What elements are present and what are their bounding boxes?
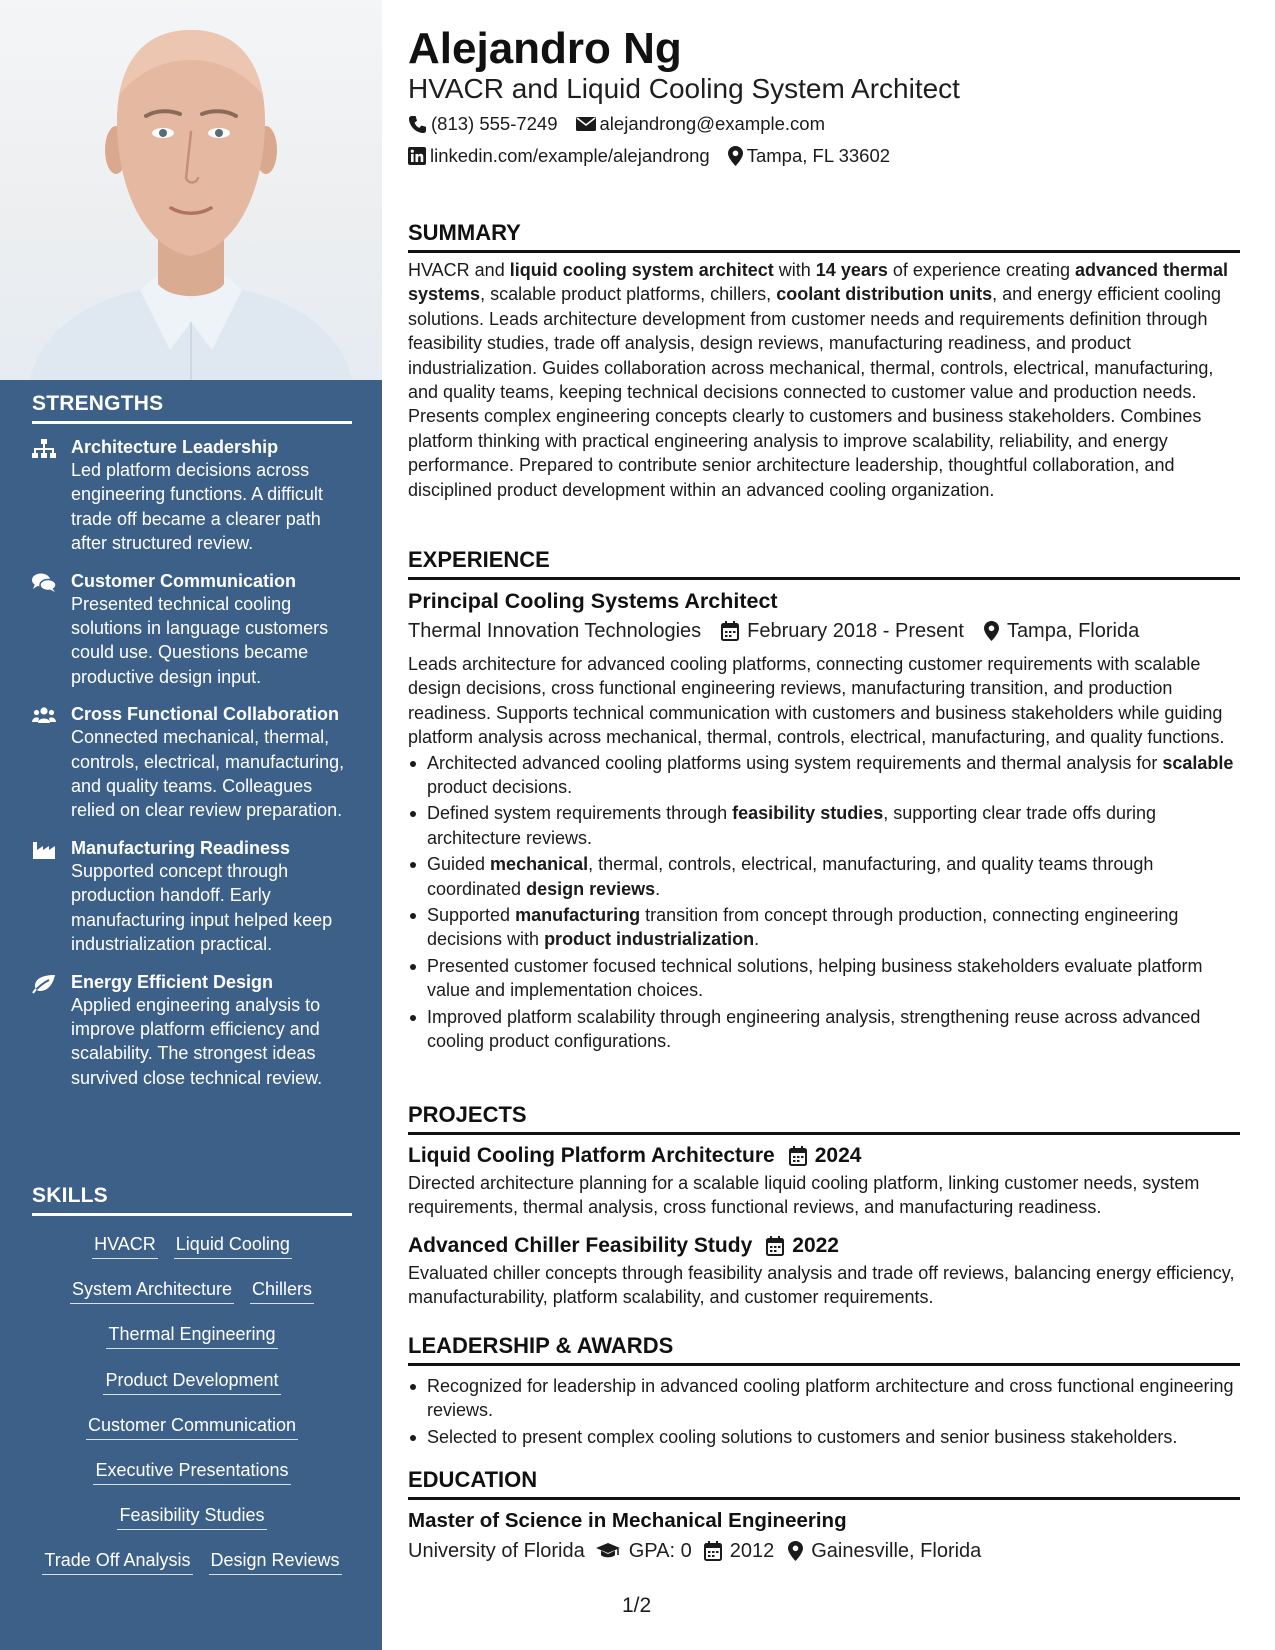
strength-description: Presented technical cooling solutions in language customers could use. Questions became productive design input. [71, 593, 329, 687]
strength-description: Connected mechanical, thermal, controls, electrical, manufacturing, and quality teams. Colleagues relied on clear review preparation. [71, 727, 345, 821]
skill-tag: Customer Communication [86, 1415, 298, 1440]
profile-photo [0, 0, 382, 380]
strength-description: Led platform decisions across engineering functions. A difficult trade off became a clearer path after structured review. [71, 460, 323, 554]
candidate-title: HVACR and Liquid Cooling System Architect [408, 73, 960, 104]
email-address[interactable]: alejandrong@example.com [599, 113, 826, 134]
linkedin-url[interactable]: linkedin.com/example/alejandrong [430, 145, 710, 166]
bullet-text: . [655, 878, 661, 899]
summary-section [408, 220, 1240, 502]
project-description: Evaluated chiller concepts through feasibility analysis and trade off reviews, balancing energy efficiency, manufacturability, platform scalability, and customer requirements. [408, 1262, 1235, 1308]
leadership-item: Selected to present complex cooling solutions to customers and senior business stakeholders. [408, 1425, 1240, 1449]
skill-row [32, 1226, 352, 1271]
bullet-text: , supporting clear trade offs during architecture reviews. [427, 803, 1157, 848]
gpa [595, 1536, 692, 1566]
strength-description: Applied engineering analysis to improve platform efficiency and scalability. The strongest ideas survived close technical review. [71, 994, 323, 1088]
experience-heading: EXPERIENCE [408, 547, 1240, 580]
bullet-text: Supported [427, 905, 516, 926]
strength-title: Energy Efficient Design [71, 971, 274, 992]
map-pin-icon [728, 146, 747, 166]
leadership-list [408, 1374, 1240, 1449]
phone [408, 113, 558, 135]
linkedin [408, 145, 710, 167]
company: Thermal Innovation Technologies [408, 620, 702, 642]
candidate-name: Alejandro Ng [408, 24, 682, 73]
project-title: Advanced Chiller Feasibility Study [408, 1233, 753, 1257]
education-meta [408, 1536, 1240, 1566]
bullet-bold: design reviews [526, 878, 656, 899]
bullet-text: Guided [427, 854, 491, 875]
summary-segment: with [773, 260, 816, 280]
job-location-text: Tampa, Florida [1006, 620, 1140, 642]
page-number: 1/2 [622, 1594, 652, 1617]
sidebar [0, 0, 382, 1650]
summary-heading: SUMMARY [408, 220, 1240, 253]
users-icon [32, 706, 56, 726]
contact-row [408, 113, 843, 135]
project-header [408, 1141, 1240, 1171]
skill-tag: Liquid Cooling [174, 1234, 292, 1259]
skill-row [32, 1452, 352, 1497]
job-entry [408, 586, 1240, 1054]
bullet-bold: mechanical [490, 854, 589, 875]
project-entry [408, 1231, 1240, 1310]
project-year-text: 2024 [814, 1144, 862, 1167]
leadership-section [408, 1333, 1240, 1451]
skill-tag: Thermal Engineering [106, 1324, 277, 1349]
projects-section [408, 1102, 1240, 1310]
graduation-year [704, 1536, 775, 1566]
strengths-section [32, 392, 352, 1090]
summary-segment: liquid cooling system architect [509, 260, 774, 280]
education-heading: EDUCATION [408, 1467, 1240, 1500]
project-description: Directed architecture planning for a scalable liquid cooling platform, linking customer needs, system requirements, thermal analysis, cross functional reviews, and manufacturing readiness. [408, 1173, 1200, 1218]
leaf-icon [32, 974, 56, 994]
contact-row [408, 145, 908, 167]
bullet-bold: feasibility studies [732, 803, 884, 824]
map-pin-icon [984, 621, 1007, 641]
job-bullet [408, 801, 1240, 850]
graduation-year-text: 2012 [729, 1540, 775, 1562]
job-bullet [408, 1005, 1240, 1054]
strength-title: Manufacturing Readiness [71, 837, 291, 858]
job-bullet [408, 954, 1240, 1003]
education-section [408, 1467, 1240, 1566]
project-title: Liquid Cooling Platform Architecture [408, 1144, 775, 1167]
location-text: Tampa, FL 33602 [746, 145, 891, 166]
degree: Master of Science in Mechanical Engineering [408, 1509, 847, 1532]
graduation-cap-icon [595, 1542, 629, 1560]
calendar-icon [721, 621, 747, 641]
bullet-bold: scalable [1162, 752, 1234, 773]
job-dates [721, 616, 964, 646]
skill-row [32, 1497, 352, 1542]
summary-segment: , scalable product platforms, chillers, [480, 284, 777, 305]
skill-tag: HVACR [92, 1234, 158, 1259]
bullet-text: product decisions. [427, 777, 573, 798]
summary-segment: coolant distribution units [776, 284, 993, 305]
bullet-text: transition from concept through production, connecting engineering decisions with [427, 905, 1179, 950]
strengths-heading: STRENGTHS [32, 392, 352, 424]
bullet-text: Architected advanced cooling platforms using system requirements and thermal analysis for [427, 752, 1163, 773]
job-title: Principal Cooling Systems Architect [408, 589, 778, 613]
calendar-icon [766, 1236, 792, 1256]
bullet-bold: product industrialization [544, 929, 755, 950]
strength-description: Supported concept through production handoff. Early manufacturing input helped keep industrialization practical. [71, 860, 333, 955]
skill-tag: System Architecture [70, 1279, 234, 1304]
skill-tag: Trade Off Analysis [42, 1550, 192, 1575]
comments-icon [32, 573, 56, 593]
phone-icon [408, 115, 431, 134]
calendar-icon [789, 1146, 815, 1166]
industry-icon [32, 840, 56, 860]
gpa-text: GPA: 0 [628, 1540, 692, 1562]
project-year [789, 1141, 862, 1171]
bullet-text: Improved platform scalability through engineering analysis, strengthening reuse across advanced cooling product configurations. [427, 1006, 1201, 1052]
skill-row [32, 1362, 352, 1407]
summary-segment: of experience creating [887, 260, 1075, 280]
skills-list [32, 1226, 352, 1588]
summary-segment: , and energy efficient cooling solutions. Leads architecture development from customer needs and requirements definition through feasibility studies, trade off analysis, design reviews, manufacturing readiness, and product industrialization. Guides collaboration across mechanical, thermal, controls, electrical, manufacturing, and quality teams, keeping technical decisions connected to customer value and production needs. Presents complex engineering concepts clearly to customers and business stakeholders. Combines platform thinking with practical engineering analysis to improve scalability, reliability, and energy performance. Prepared to contribute senior architecture leadership, thoughtful collaboration, and disciplined product development within an advanced cooling organization. [408, 284, 1221, 500]
strength-title: Cross Functional Collaboration [71, 704, 340, 725]
bullet-text: Defined system requirements through [427, 803, 733, 824]
project-year-text: 2022 [792, 1233, 839, 1257]
leadership-item: Recognized for leadership in advanced cooling platform architecture and cross functional engineering reviews. [408, 1374, 1240, 1423]
skill-tag: Design Reviews [209, 1550, 342, 1575]
strength-item [32, 837, 352, 957]
school: University of Florida [408, 1540, 585, 1562]
bullet-bold: manufacturing [515, 905, 641, 926]
job-bullets [408, 751, 1240, 1054]
skills-section [32, 1184, 352, 1588]
skill-row [32, 1407, 352, 1452]
job-description: Leads architecture for advanced cooling platforms, connecting customer requirements with scalable design decisions, cross functional engineering reviews, manufacturing transition, and production readiness. Supports technical communication with customers and business stakeholders while guiding platform analysis across mechanical, thermal, controls, electrical, manufacturing, and quality functions. [408, 654, 1225, 748]
map-pin-icon [788, 1541, 811, 1561]
job-dates-text: February 2018 - Present [747, 620, 964, 642]
strength-item [32, 436, 352, 556]
job-meta [408, 616, 1240, 646]
experience-section [408, 547, 1240, 1056]
skill-tag: Executive Presentations [93, 1460, 290, 1485]
project-entry [408, 1141, 1240, 1220]
skill-row [32, 1316, 352, 1361]
strength-title: Architecture Leadership [71, 437, 279, 457]
linkedin-icon [408, 147, 430, 165]
strength-item [32, 703, 352, 823]
summary-segment: HVACR and [408, 260, 510, 280]
project-header [408, 1231, 1240, 1261]
project-year [766, 1231, 839, 1261]
envelope-icon [576, 116, 600, 132]
strength-item [32, 971, 352, 1091]
skill-tag: Feasibility Studies [117, 1505, 266, 1530]
bullet-text: . [754, 929, 760, 950]
strength-title: Customer Communication [71, 570, 297, 591]
job-bullet [408, 751, 1240, 800]
job-bullet [408, 852, 1240, 901]
leadership-heading: LEADERSHIP & AWARDS [408, 1333, 1240, 1366]
sitemap-icon [32, 439, 56, 459]
strength-item [32, 570, 352, 690]
skill-row [32, 1271, 352, 1316]
email [576, 113, 826, 135]
summary-segment: 14 years [815, 260, 888, 280]
education-location-text: Gainesville, Florida [811, 1540, 982, 1562]
skill-tag: Product Development [103, 1370, 280, 1395]
summary-segment: advanced thermal systems [408, 260, 1229, 305]
job-bullet [408, 903, 1240, 952]
education-location [788, 1536, 981, 1566]
job-location [984, 616, 1139, 646]
summary-text [408, 258, 1240, 502]
skill-row [32, 1542, 352, 1587]
calendar-icon [704, 1541, 730, 1561]
bullet-text: , thermal, controls, electrical, manufacturing, and quality teams through coordinated [427, 854, 1154, 899]
projects-heading: PROJECTS [408, 1102, 1240, 1135]
skill-tag: Chillers [250, 1279, 314, 1304]
phone-number[interactable]: (813) 555-7249 [431, 113, 558, 134]
location [728, 145, 890, 167]
skills-heading: SKILLS [32, 1184, 352, 1216]
bullet-text: Presented customer focused technical solutions, helping business stakeholders evaluate platform value and implementation choices. [427, 955, 1203, 1001]
